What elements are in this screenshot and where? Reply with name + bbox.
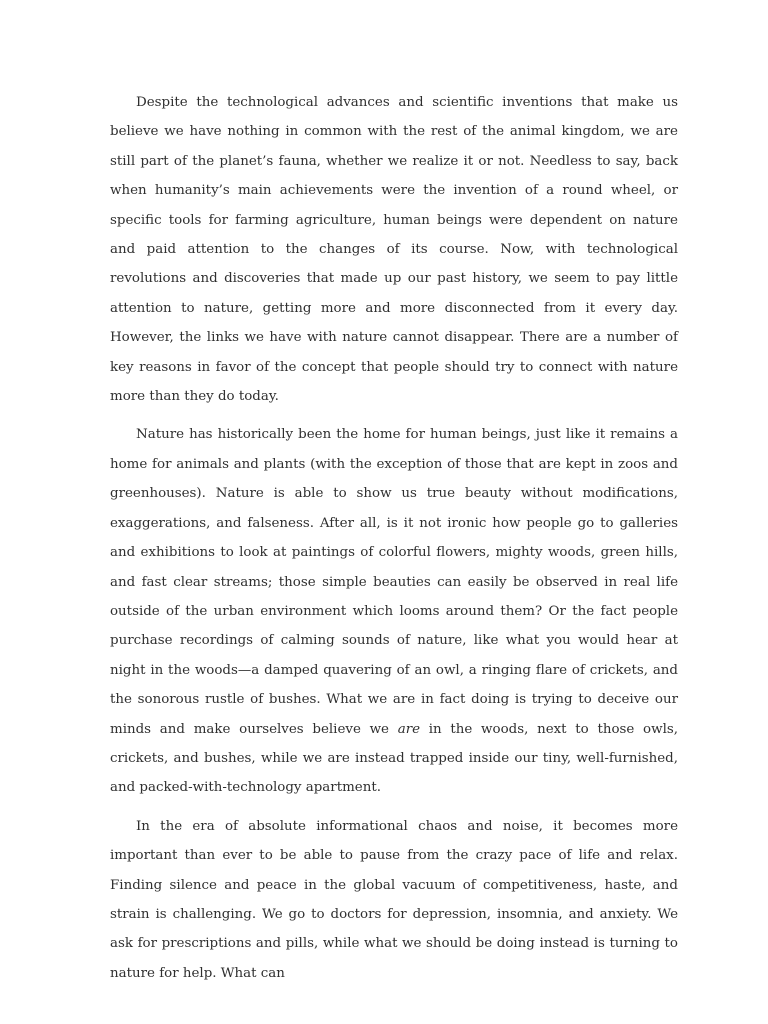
paragraph-informational-chaos: In the era of absolute informational chaos and noise, it becomes more important than ever to be able to pause from the crazy pace of life and relax. Finding silence and peace in the global vacuum of competitiveness, haste, and strain is challenging. We go to doctors for depression, insomnia, and anxiety. We ask for prescriptions and pills, while what we should be doing instead is turning to nature for help. What can [110, 818, 678, 981]
document-page [110, 88, 678, 988]
paragraph-intro: Despite the technological advances and scientific inventions that make us believe we have nothing in common with the rest of the animal kingdom, we are still part of the planet’s fauna, whether we realize it or not. Needless to say, back when humanity’s main achievements were the invention of a round wheel, or specific tools for farming agriculture, human beings were dependent on nature and paid attention to the changes of its course. Now, with technological revolutions and discoveries that made up our past history, we seem to pay little attention to nature, getting more and more disconnected from it every day. However, the links we have with nature cannot disappear. There are a number of key reasons in favor of the concept that people should try to connect with nature more than they do today. [110, 95, 678, 405]
paragraph-text: Nature has historically been the home for human beings, just like it remains a home for animals and plants (with the exception of those that are kept in zoos and greenhouses). Nature is able to show us true beauty without modifications, exaggerations, and falseness. After all, is it not ironic how people go to galleries and exhibitions to look at paintings of colorful flowers, mighty woods, green hills, and fast clear streams; those simple beauties can easily be observed in real life outside of the urban environment which looms around them? Or the fact people purchase recordings of calming sounds of nature, like what you would hear at night in the woods—a damped quavering of an owl, a ringing flare of crickets, and the sonorous rustle of bushes. What we are in fact doing is trying to deceive our minds and make ourselves believe we [110, 427, 678, 737]
paragraph-nature-home [110, 420, 678, 802]
paragraph-text: in the woods, next to those owls, crickets, and bushes, while we are instead trapped inside our tiny, well-furnished, and packed-with-technology apartment. [110, 721, 678, 796]
emphasis-word: are [397, 721, 421, 737]
